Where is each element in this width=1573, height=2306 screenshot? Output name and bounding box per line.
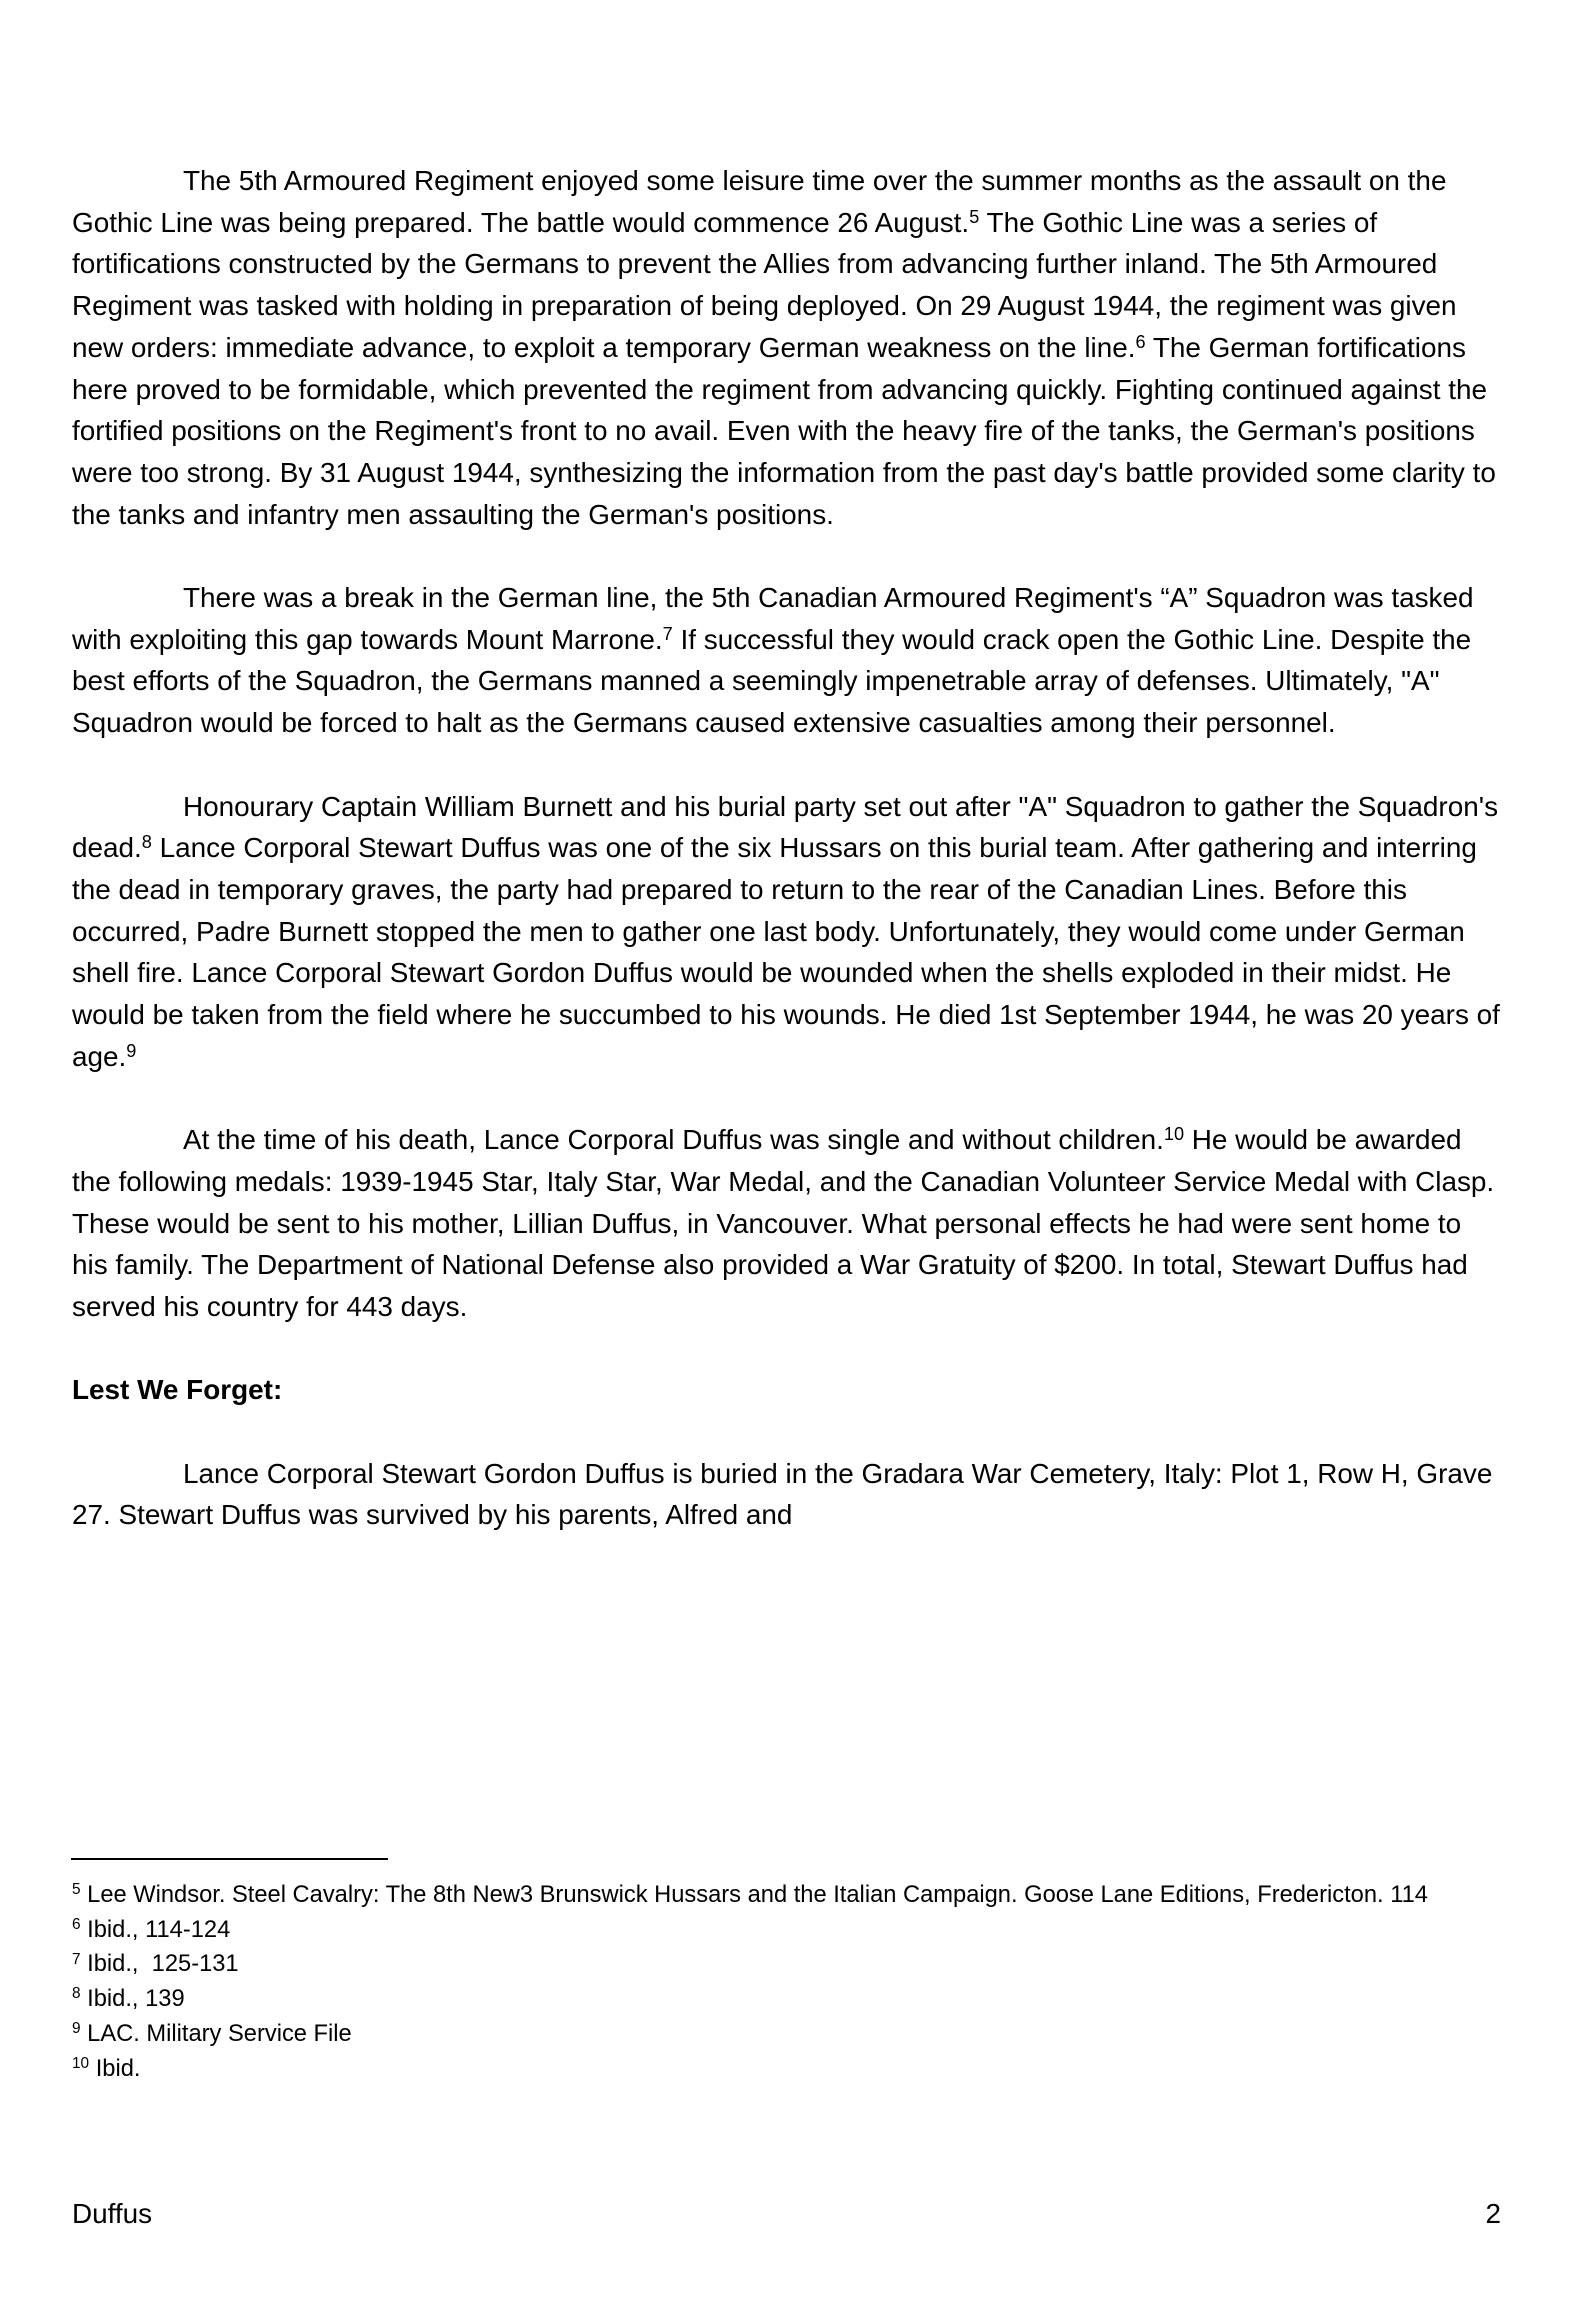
footnote-text: Ibid., 114-124 bbox=[87, 1916, 231, 1943]
text-run: The German fortifications here proved to be formidable, which prevented the regiment from advancing quickly. Fighting continued against the fortified positions on the Regiment's front to no avail. Even with the heavy fire of the tanks, the German's positions were too strong. By 31 August 1944, synthesizing the information from the past day's battle provided some clarity to the tanks and infantry men assaulting the German's positions. bbox=[72, 331, 1496, 530]
text-run: Lance Corporal Stewart Gordon Duffus is buried in the Gradara War Cemetery, Italy: Plot 1, Row H, Grave 27. Stewart Duffus was survived by his parents, Alfred and bbox=[72, 1457, 1493, 1531]
footnote-marker: 8 bbox=[72, 1985, 81, 2003]
footnote bbox=[72, 1913, 1501, 1948]
footnote-reference: 10 bbox=[1163, 1124, 1185, 1145]
text-run: At the time of his death, Lance Corporal Duffus was single and without children. bbox=[183, 1124, 1164, 1156]
footnote-reference: 6 bbox=[1135, 331, 1146, 352]
footnote-marker: 6 bbox=[72, 1916, 81, 1934]
paragraph bbox=[72, 577, 1501, 744]
footnote-text: Ibid., 139 bbox=[87, 1986, 185, 2013]
footnote-reference: 7 bbox=[662, 623, 673, 644]
footnote-marker: 7 bbox=[72, 1950, 81, 1968]
footnote-marker: 10 bbox=[72, 2054, 90, 2072]
page-footer bbox=[72, 2193, 1501, 2235]
footnote-marker: 5 bbox=[72, 1881, 81, 1899]
footnote-separator bbox=[71, 1858, 388, 1860]
text-run: Honourary Captain William Burnett and his burial party set out after "A" Squadron to gather the Squadron's dead. bbox=[72, 790, 1499, 864]
paragraph bbox=[72, 786, 1501, 1078]
footnote-reference: 9 bbox=[126, 1040, 137, 1061]
footnote-reference: 8 bbox=[141, 832, 152, 853]
text-run: There was a break in the German line, the 5th Canadian Armoured Regiment's “A” Squadron was tasked with exploiting this gap towards Mount Marrone. bbox=[72, 582, 1474, 655]
footnote bbox=[72, 2052, 1501, 2087]
section-heading bbox=[72, 1369, 1501, 1411]
footnote-text: LAC. Military Service File bbox=[87, 2020, 352, 2047]
text-run: The 5th Armoured Regiment enjoyed some leisure time over the summer months as the assault on the Gothic Line was being prepared. The battle would commence 26 August. bbox=[72, 165, 1447, 238]
footnotes-section bbox=[72, 1878, 1501, 2086]
footnote bbox=[72, 2017, 1501, 2052]
footnote-text: Lee Windsor. Steel Cavalry: The 8th New3 Brunswick Hussars and the Italian Campaign. Goose Lane Editions, Fredericton. 114 bbox=[87, 1882, 1428, 1908]
footnote bbox=[72, 1982, 1501, 2017]
document-body bbox=[72, 160, 1501, 1578]
footnote-text: Ibid., 125-131 bbox=[87, 1951, 239, 1978]
text-run: Lest We Forget: bbox=[72, 1374, 283, 1406]
text-run: If successful they would crack open the Gothic Line. Despite the best efforts of the Squadron, the Germans manned a seemingly impenetrable array of defenses. Ultimately, "A" Squadron would be forced to halt as the Germans caused extensive casualties among their personnel. bbox=[72, 623, 1472, 739]
text-run: He would be awarded the following medals: 1939-1945 Star, Italy Star, War Medal, and the Canadian Volunteer Service Medal with Clasp. These would be sent to his mother, Lillian Duffus, in Vancouver. What personal effects he had were sent home to his family. The Department of National Defense also provided a War Gratuity of $200. In total, Stewart Duffus had served his country for 443 days. bbox=[72, 1124, 1495, 1322]
footnote-marker: 9 bbox=[72, 2020, 81, 2038]
paragraph bbox=[72, 160, 1501, 535]
footnote bbox=[72, 1947, 1501, 1982]
footnote-text: Ibid. bbox=[95, 2055, 141, 2082]
footnote bbox=[72, 1878, 1501, 1913]
text-run: Lance Corporal Stewart Duffus was one of the six Hussars on this burial team. After gathering and interring the dead in temporary graves, the party had prepared to return to the rear of the Canadian Lines. Before this occurred, Padre Burnett stopped the men to gather one last body. Unfortunately, they would come under German shell fire. Lance Corporal Stewart Gordon Duffus would be wounded when the shells exploded in their midst. He would be taken from the field where he succumbed to his wounds. He died 1st September 1944, he was 20 years of age. bbox=[72, 832, 1500, 1072]
text-run: The Gothic Line was a series of fortifications constructed by the Germans to prevent the Allies from advancing further inland. The 5th Armoured Regiment was tasked with holding in preparation of being deployed. On 29 August 1944, the regiment was given new orders: immediate advance, to exploit a temporary German weakness on the line. bbox=[72, 206, 1457, 363]
paragraph bbox=[72, 1119, 1501, 1328]
footnote-reference: 5 bbox=[969, 206, 980, 227]
footer-author-name: Duffus bbox=[72, 2198, 153, 2229]
page-number: 2 bbox=[1485, 2198, 1501, 2229]
paragraph bbox=[72, 1453, 1501, 1536]
